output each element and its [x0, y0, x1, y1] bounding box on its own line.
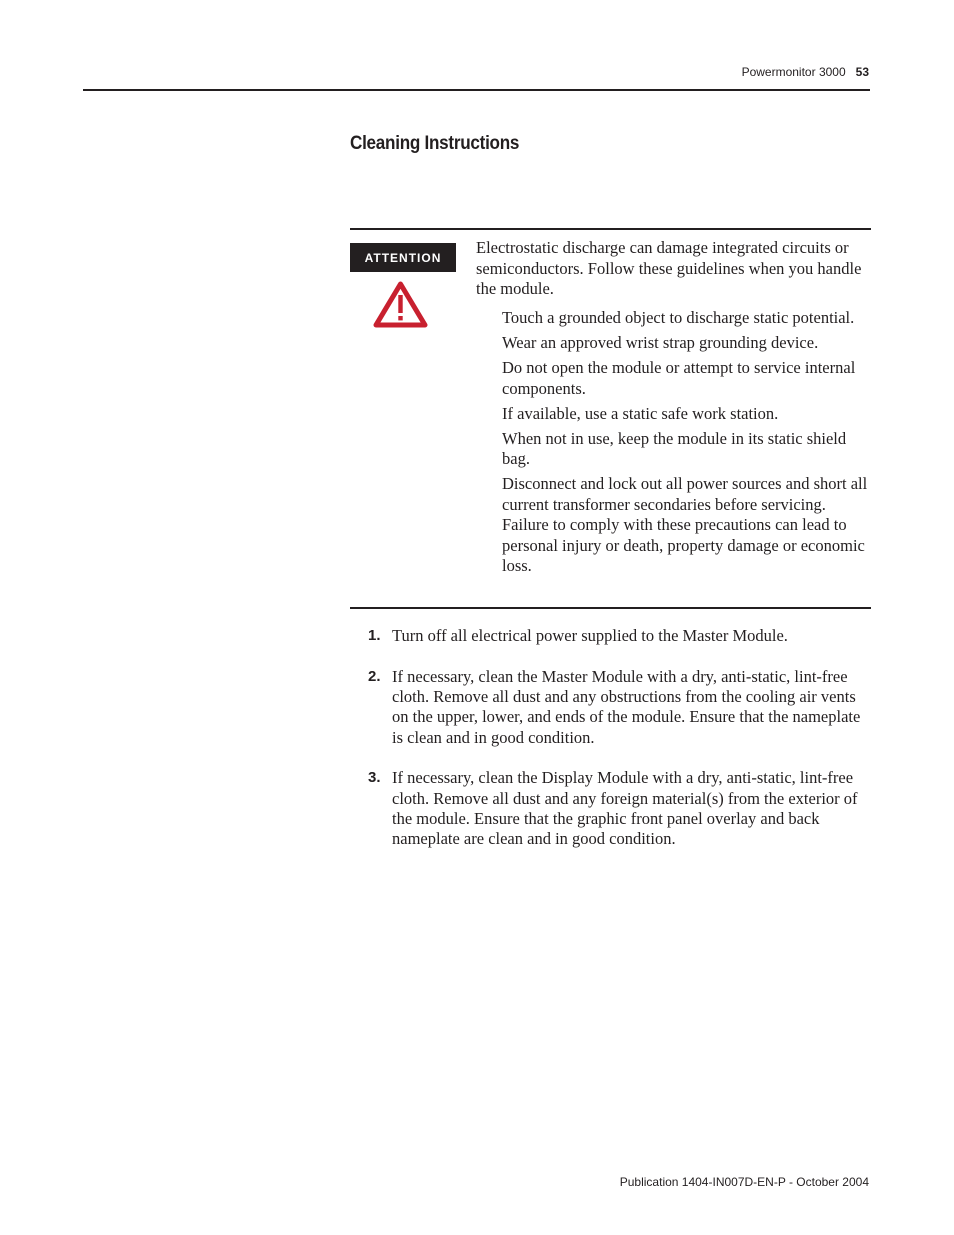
attention-label: ATTENTION	[350, 243, 456, 272]
step-text: Turn off all electrical power supplied to the Master Module.	[392, 626, 788, 645]
header-rule	[83, 89, 870, 91]
running-header	[742, 65, 869, 79]
step-text: If necessary, clean the Display Module with a dry, anti-static, lint-free cloth. Remove all dust and any foreign material(s) from the exterior of the module. Ensure that the graphic front panel overlay and back nameplate are clean and in good condition.	[392, 768, 858, 849]
section-title: Cleaning Instructions	[350, 133, 520, 154]
step-text: If necessary, clean the Master Module with a dry, anti-static, lint-free cloth. Remove all dust and any obstructions from the cooling air vents on the upper, lower, and ends of the module. Ensure that the nameplate is clean and in good condition.	[392, 666, 861, 747]
header-title: Powermonitor 3000	[741, 65, 846, 79]
step-item	[368, 626, 868, 646]
guideline-item: If available, use a static safe work station.	[502, 403, 779, 423]
step-item	[368, 768, 868, 849]
step-number: 2.	[368, 667, 381, 685]
page-number: 53	[855, 65, 869, 79]
attention-box	[350, 228, 871, 609]
guideline-item: When not in use, keep the module in its static shield bag.	[502, 428, 847, 468]
guideline-item: Wear an approved wrist strap grounding device.	[502, 333, 819, 352]
warning-triangle-icon	[373, 281, 428, 328]
guideline-item: Touch a grounded object to discharge static potential.	[502, 308, 855, 327]
publication-footer: Publication 1404-IN007D-EN-P - October 2004	[619, 1175, 869, 1189]
guideline-list	[502, 308, 870, 581]
step-item	[368, 667, 868, 748]
guideline-item: Do not open the module or attempt to service internal components.	[502, 358, 856, 398]
steps-list	[368, 626, 868, 870]
attention-intro: Electrostatic discharge can damage integrated circuits or semiconductors. Follow these guidelines when you handle the module.	[476, 238, 862, 298]
step-number: 1.	[368, 627, 381, 644]
step-number: 3.	[368, 769, 381, 787]
guideline-item: Disconnect and lock out all power sources and short all current transformer secondaries before servicing. Failure to comply with these precautions can lead to personal injury or death, property damage or economic loss.	[502, 474, 868, 575]
